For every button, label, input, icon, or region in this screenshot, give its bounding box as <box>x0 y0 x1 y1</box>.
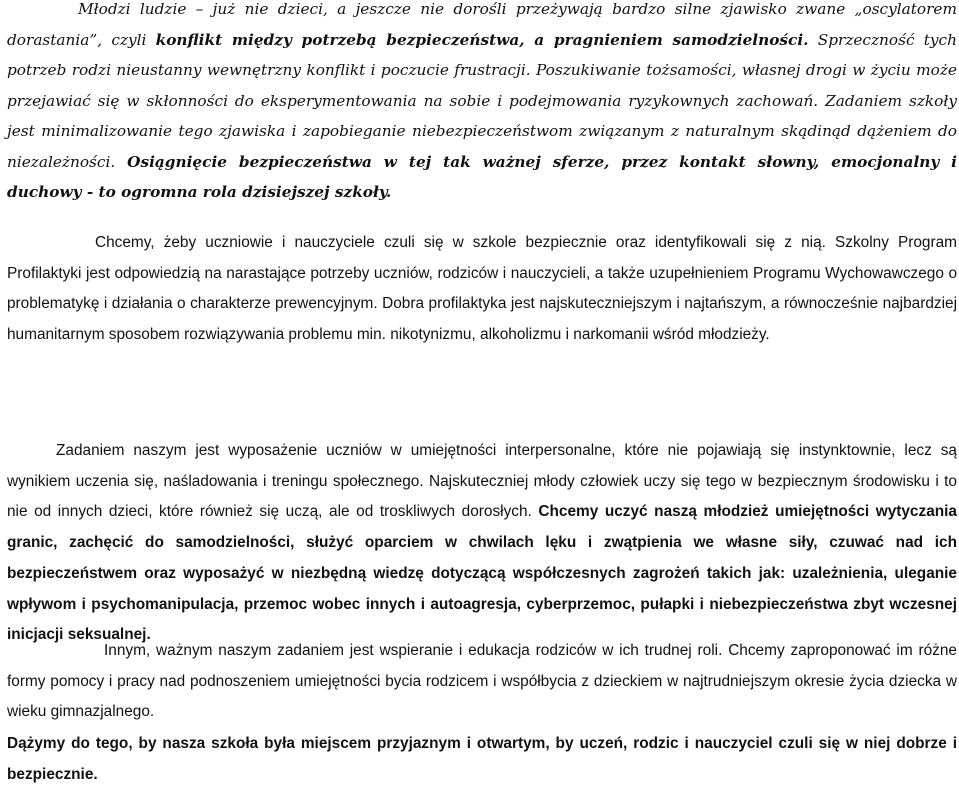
tasks-bold: Chcemy uczyć naszą młodzież umiejętności wytyczania granic, zachęcić do samodzielności, służyć oparciem w chwilach lęku i zwątpienia we własne siły, czuwać nad ich bezpieczeństwem oraz wyposażyć w niezbędną wiedzę dotyczącą współczesnych zagrożeń takich jak: uzależnienia, uleganie wpływom i psychomanipulacja, przemoc wobec innych i autoagresja, cyberprzemoc, pułapki i niebezpieczeństwa zbyt wczesnej inicjacji seksualnej. <box>7 503 957 644</box>
tasks-text: Zadaniem naszym jest wyposażenie uczniów w umiejętności interpersonalne, które nie pojawiają się instynktownie, lecz są wynikiem uczenia się, naśladowania i treningu społecznego. Najskuteczniej młody człowiek uczy się tego w bezpiecznym środowisku i to nie od innych dzieci, które również się uczą, ale od troskliwych dorosłych. <box>7 442 957 521</box>
intro-bold-2: Osiągnięcie bezpieczeństwa w tej tak ważnej sferze, przez kontakt słowny, emocjonalny i duchowy - to ogromna rola dzisiejszej szkoły. <box>7 152 957 201</box>
intro-text-2: Sprzeczność tych potrzeb rodzi nieustanny wewnętrzny konflikt i poczucie frustracji. Poszukiwanie tożsamości, własnej drogi w życiu może przejawiać się w skłonności do eksperymentowania na sobie i podejmowania ryzykownych zachowań. Zadaniem szkoły jest minimalizowanie tego zjawiska i zapobieganie niebezpieczeństwom związanym z naturalnym skądinąd dążeniem do niezależności. <box>7 30 957 171</box>
parents-text: Innym, ważnym naszym zadaniem jest wspieranie i edukacja rodziców w ich trudnej roli. Chcemy zaproponować im różne formy pomocy i pracy nad podnoszeniem umiejętności bycia rodzicem i współbycia z dzieckiem w najtrudniejszym okresie życia dziecka w wieku gimnazjalnego. <box>7 642 957 721</box>
program-text: Chcemy, żeby uczniowie i nauczyciele czuli się w szkole bezpiecznie oraz identyfikowali się z nią. Szkolny Program Profilaktyki jest odpowiedzią na narastające potrzeby uczniów, rodziców i nauczycieli, a także uzupełnieniem Programu Wychowawczego o problematykę i działania o charakterze prewencyjnym. Dobra profilaktyka jest najskuteczniejszym i najtańszym, a równocześnie najbardziej humanitarnym sposobem rozwiązywania problemu min. nikotynizmu, alkoholizmu i narkomanii wśród młodzieży. <box>7 234 957 344</box>
parents-paragraph <box>7 636 957 728</box>
closing-paragraph <box>7 729 957 790</box>
program-paragraph <box>7 228 957 351</box>
intro-text-1: Młodzi ludzie – już nie dzieci, a jeszcze nie dorośli przeżywają bardzo silne zjawisko zwane „oscylatorem dorastania”, czyli <box>7 0 957 49</box>
intro-bold-1: konflikt między potrzebą bezpieczeństwa, a pragnieniem samodzielności. <box>155 30 809 49</box>
tasks-paragraph <box>7 436 957 651</box>
closing-text: Dążymy do tego, by nasza szkoła była miejscem przyjaznym i otwartym, by uczeń, rodzic i nauczyciel czuli się w niej dobrze i bezpiecznie. <box>7 735 957 783</box>
intro-paragraph <box>7 0 957 208</box>
